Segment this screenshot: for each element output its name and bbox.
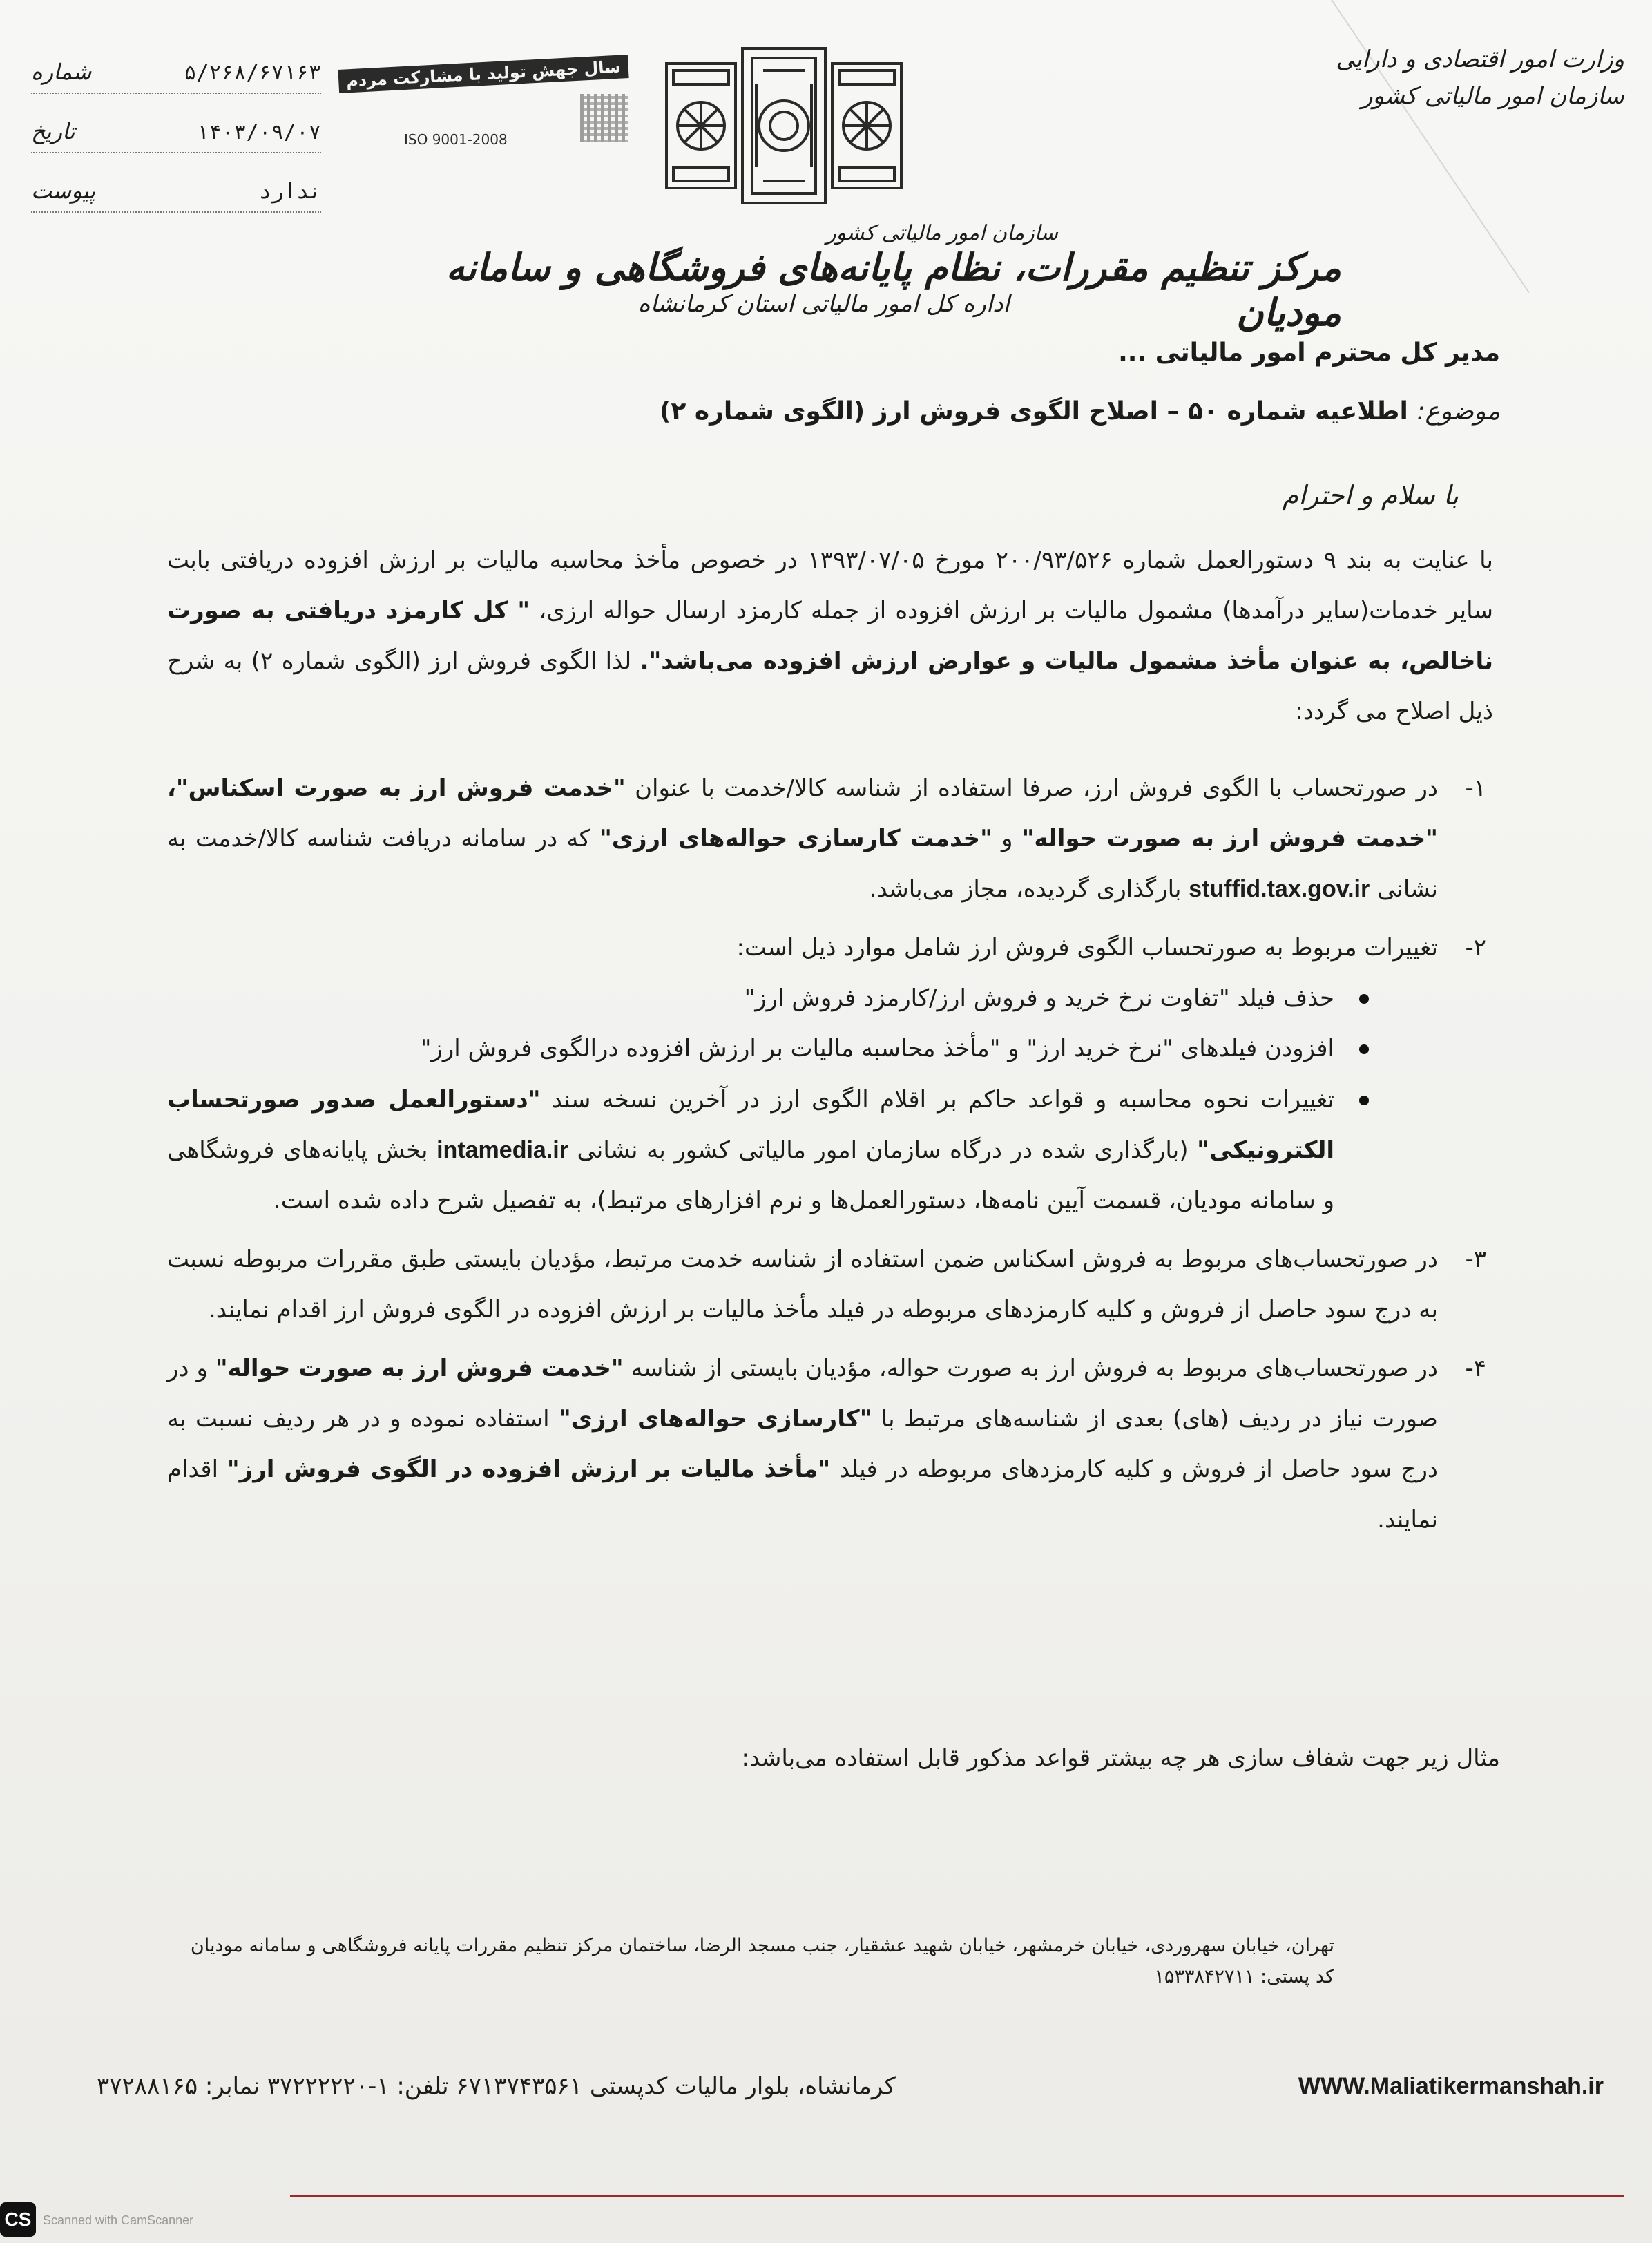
intro-bold: " کل کارمزد دریافتی به صورت ناخالص، به عنوان مأخذ مشمول مالیات و عوارض ارزش افزوده می‌باشد". <box>167 597 1493 676</box>
iso-label: ISO 9001-2008 <box>404 131 508 148</box>
list-item <box>167 1234 1486 1335</box>
item-number: ۱- <box>1465 774 1486 802</box>
closing-line: مثال زیر جهت شفاف سازی هر چه بیشتر قواعد مذکور قابل استفاده می‌باشد: <box>741 1744 1500 1772</box>
national-emblem-icon <box>660 43 908 209</box>
item4-text-2: و در صورت نیاز در ردیف (های) بعدی از شناسه‌های مرتبط با <box>167 1355 1438 1433</box>
date-row <box>31 115 321 153</box>
subject-text: اطلاعیه شماره ۵۰ – اصلاح الگوی فروش ارز (الگوی شماره ۲) <box>659 397 1408 426</box>
item-number: ۲- <box>1465 934 1486 962</box>
intro-text-1: با عنایت به بند ۹ دستورالعمل شماره ۲۰۰/۹۳/۵۲۶ مورخ ۱۳۹۳/۰۷/۰۵ در خصوص مأخذ محاسبه مالیات بر ارزش افزوده دریافتی بابت سایر خدمات(سایر درآمدها) مشمول مالیات بر ارزش افزوده از جمله کارمزد ارسال حواله ارزی، <box>167 546 1493 625</box>
item4-text: در صورتحساب‌های مربوط به فروش ارز به صورت حواله، مؤدیان بایستی از شناسه <box>623 1355 1439 1383</box>
item1-text-2: که در سامانه دریافت شناسه کالا/خدمت به نشانی <box>167 825 1438 904</box>
numbered-items <box>167 763 1486 1554</box>
intro-text-2: لذا الگوی فروش ارز (الگوی شماره ۲) به شرح ذیل اصلاح می گردد: <box>167 647 1493 726</box>
barcode-icon <box>580 94 628 142</box>
website-link[interactable]: WWW.Maliatikermanshah.ir <box>1298 2072 1604 2099</box>
item1-bold: "خدمت فروش ارز به صورت اسکناس"، "خدمت فروش ارز به صورت حواله" <box>167 774 1438 853</box>
bullet-item: حذف فیلد "تفاوت نرخ خرید و فروش ارز/کارمزد فروش ارز" <box>167 973 1376 1024</box>
subject-label: موضوع: <box>1416 397 1500 426</box>
item3-text: در صورتحساب‌های مربوط به فروش اسکناس ضمن استفاده از شناسه خدمت مرتبط، مؤدیان بایستی طبق مقررات مربوطه نسبت به درج سود حاصل از فروش و کلیه کارمزدهای مربوطه در فیلد مأخذ مالیات بر ارزش افزوده در الگوی فروش ارز اقدام نمایند. <box>167 1245 1438 1324</box>
year-slogan: سال جهش تولید با مشارکت مردم <box>338 55 628 93</box>
date-value: ۱۴۰۳/۰۹/۰۷ <box>196 120 321 144</box>
bullet3-text: تغییرات نحوه محاسبه و قواعد حاکم بر اقلام الگوی ارز در آخرین نسخه سند <box>540 1085 1334 1114</box>
camscanner-logo-icon: CS <box>0 2202 36 2237</box>
bullet3-text-2: (بارگذاری شده در درگاه سازمان امور مالیاتی کشور به نشانی <box>568 1136 1198 1164</box>
scanner-watermark: Scanned with CamScanner <box>43 2213 194 2227</box>
number-value: ۵/۲۶۸/۶۷۱۶۳ <box>184 61 321 85</box>
list-item <box>167 763 1486 915</box>
year-slogan-stamp <box>338 57 642 166</box>
item1-text-3: بارگذاری گردیده، مجاز می‌باشد. <box>869 875 1189 904</box>
item1-and: و <box>992 825 1022 853</box>
recipient: مدیر کل محترم امور مالیاتی ... <box>1118 338 1500 367</box>
footer-contact-bar <box>97 2072 1604 2100</box>
intro-paragraph <box>167 535 1493 737</box>
attachment-label: پیوست <box>31 178 96 204</box>
department-line: اداره کل امور مالیاتی استان کرمانشاه <box>637 290 1010 318</box>
bullet3-bold: "دستورالعمل صدور صورتحساب الکترونیکی" <box>167 1085 1334 1164</box>
stuffid-link[interactable]: stuffid.tax.gov.ir <box>1189 876 1370 903</box>
greeting: با سلام و احترام <box>1282 480 1459 510</box>
footer-divider <box>290 2195 1624 2197</box>
tax-org-line: سازمان امور مالیاتی کشور <box>1361 82 1624 110</box>
ministry-line: وزارت امور اقتصادی و دارایی <box>1336 46 1624 73</box>
item4-bold-2: "کارسازی حواله‌های ارزی" <box>558 1405 872 1433</box>
center-title: مرکز تنظیم مقررات، نظام پایانه‌های فروشگاهی و سامانه مودیان <box>445 245 1341 334</box>
intamedia-link[interactable]: intamedia.ir <box>436 1136 568 1163</box>
list-item <box>167 923 1486 1226</box>
bullet-item: افزودن فیلدهای "نرخ خرید ارز" و "مأخذ محاسبه مالیات بر ارزش افزوده درالگوی فروش ارز" <box>167 1024 1376 1074</box>
attachment-value: ندارد <box>258 180 321 204</box>
item4-text-3: استفاده نموده و در هر ردیف نسبت به درج سود حاصل از فروش و کلیه کارمزدهای مربوطه در فیلد <box>167 1405 1439 1484</box>
list-item <box>167 1344 1486 1545</box>
letter-meta <box>31 55 321 233</box>
number-label: شماره <box>31 59 92 85</box>
postal-code: کد پستی: ۱۵۳۳۸۴۲۷۱۱ <box>1154 1965 1334 1987</box>
number-row <box>31 55 321 94</box>
address-line: تهران، خیابان سهروردی، خیابان خرمشهر، خیابان شهید عشقیار، جنب مسجد الرضا، ساختمان مرکز تنظیم مقررات پایانه فروشگاهی و سامانه مودیان <box>190 1935 1334 1956</box>
item2-text: تغییرات مربوط به صورتحساب الگوی فروش ارز شامل موارد ذیل است: <box>736 934 1438 962</box>
bullet3-text-3: بخش پایانه‌های فروشگاهی و سامانه مودیان، قسمت آیین نامه‌ها، دستورالعمل‌ها و نرم افزارهای مرتبط)، به تفصیل شرح داده شده است. <box>167 1136 1334 1214</box>
item4-text-4: اقدام نمایند. <box>167 1455 1438 1534</box>
item4-bold-3: "مأخذ مالیات بر ارزش افزوده در الگوی فروش ارز" <box>227 1455 831 1484</box>
org-subtitle: سازمان امور مالیاتی کشور <box>826 221 1058 245</box>
date-label: تاریخ <box>31 118 75 144</box>
tehran-address <box>160 1931 1334 1992</box>
attachment-row <box>31 174 321 213</box>
item-number: ۴- <box>1465 1355 1486 1383</box>
changes-bullet-list <box>167 973 1376 1225</box>
bullet-item <box>167 1075 1376 1226</box>
footer-contact: کرمانشاه، بلوار مالیات کدپستی ۶۷۱۳۷۴۳۵۶۱ تلفن: ۱-۳۷۲۲۲۲۲۰ نمابر: ۳۷۲۸۸۱۶۵ <box>97 2072 896 2100</box>
item1-bold-2: "خدمت کارسازی حواله‌های ارزی" <box>599 825 992 853</box>
item4-bold: "خدمت فروش ارز به صورت حواله" <box>215 1355 624 1383</box>
ministry-header <box>1320 41 1624 114</box>
item1-text: در صورتحساب با الگوی فروش ارز، صرفا استفاده از شناسه کالا/خدمت با عنوان <box>625 774 1439 802</box>
item-number: ۳- <box>1465 1245 1486 1273</box>
subject-line <box>660 397 1500 426</box>
